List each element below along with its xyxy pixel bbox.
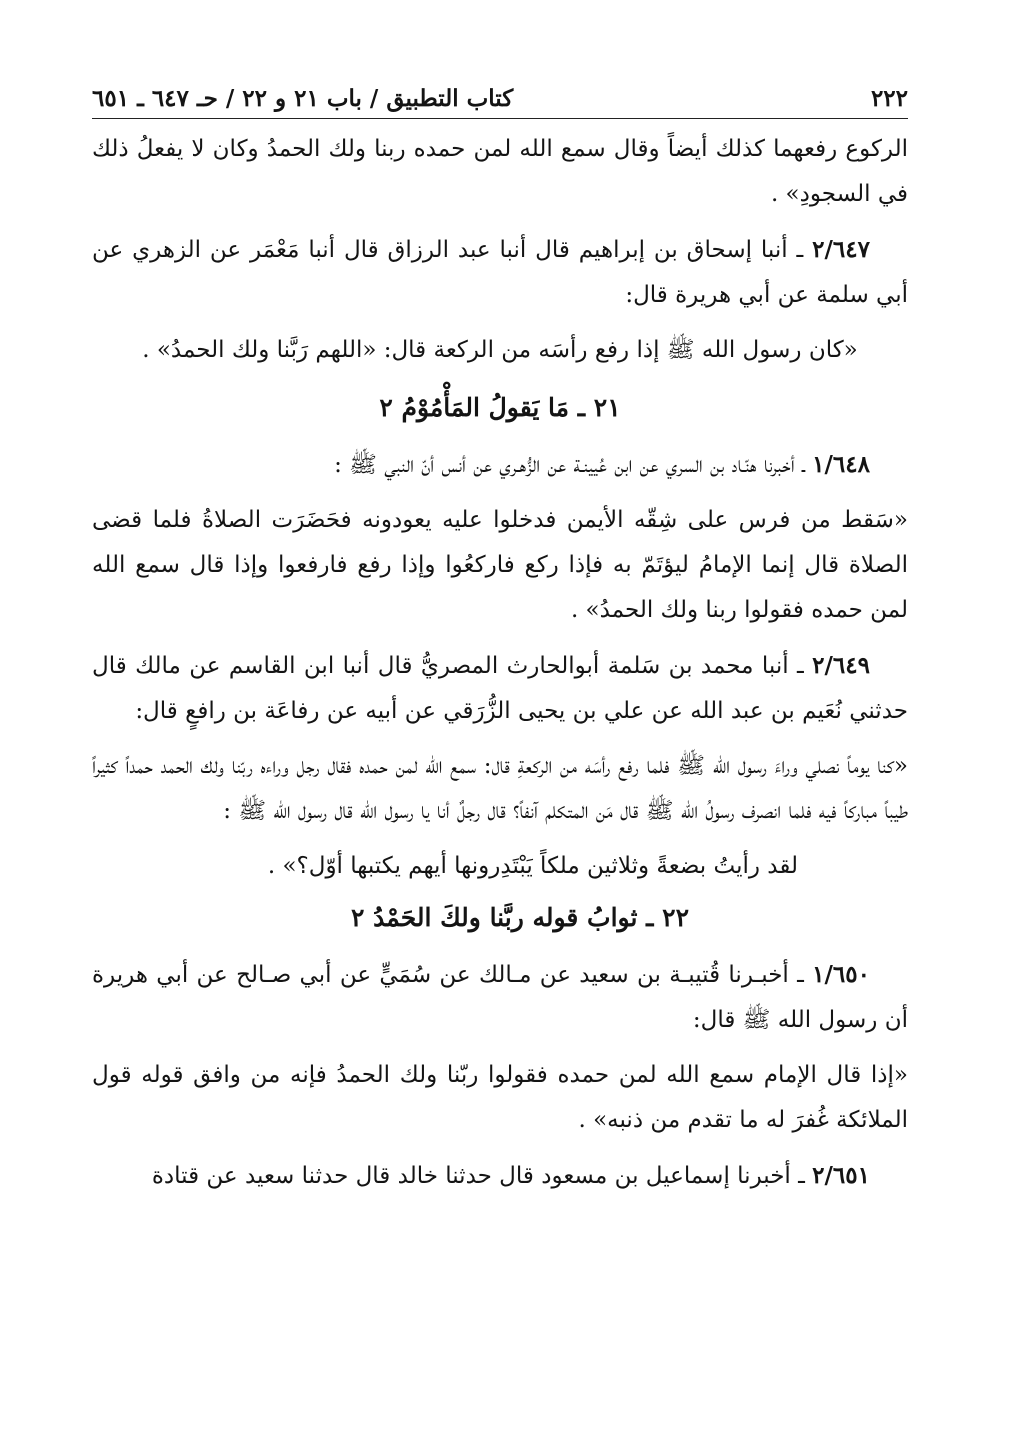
hadith-649-isnad-text: ـ أنبا محمد بن سَلمة أبوالحارث المصريُّ قال أنبا ابن القاسم عن مالك قال حدثني نُعَيم بن عبد الله عن علي بن يحيى الزُّرَقي عن أبيه عن رفاعَة بن رافعٍ قال: xyxy=(92,653,908,724)
hadith-651-isnad-text: ـ أخبرنا إسماعيل بن مسعود قال حدثنا خالد قال حدثنا سعيد عن قتادة xyxy=(151,1163,813,1189)
continuation-paragraph: الركوع رفعهما كذلك أيضاً وقال سمع الله لمن حمده ربنا ولك الحمدُ وكان لا يفعلُ ذلك في السجودِ» . xyxy=(92,136,908,207)
hadith-649-number: ٢/٦٤٩ xyxy=(812,652,870,679)
chapter-22-heading: ٢٢ ـ ثوابُ قوله ربَّنا ولكَ الحَمْدُ ٢ xyxy=(350,903,689,932)
hadith-648-isnad-text: ـ أخبرنا هنّـاد بن السري عن ابن عُيينـة عن الزُّهـري عن أنس أنّ النبي ﷺ : xyxy=(334,452,813,478)
hadith-647-isnad-text: ـ أنبا إسحاق بن إبراهيم قال أنبا عبد الرزاق قال أنبا مَعْمَر عن الزهري عن أبي سلمة عن أبي هريرة قال: xyxy=(92,237,908,308)
hadith-650-matn: «إذا قال الإمام سمع الله لمن حمده فقولوا ربّنا ولك الحمدُ فإنه من وافق قوله قول الملائكة غُفرَ له ما تقدم من ذنبه» . xyxy=(92,1062,908,1133)
hadith-649-isnad xyxy=(92,643,908,734)
hadith-650-number: ١/٦٥٠ xyxy=(812,961,870,988)
hadith-648-isnad xyxy=(92,442,908,488)
running-header xyxy=(92,80,908,119)
hadith-647-matn: «كان رسول الله ﷺ إذا رفع رأسَه من الركعة قال: «اللهم رَبَّنا ولك الحمدُ» . xyxy=(142,337,858,363)
hadith-649-matn-end: لقد رأيتُ بضعةً وثلاثين ملكاً يَبْتَدِرونها أيهم يكتبها أوّل؟» . xyxy=(267,853,798,879)
hadith-651-number: ٢/٦٥١ xyxy=(812,1162,870,1189)
hadith-650-isnad xyxy=(92,952,908,1043)
hadith-648-number: ١/٦٤٨ xyxy=(812,451,870,478)
hadith-647-isnad xyxy=(92,227,908,318)
hadith-651-isnad xyxy=(92,1153,908,1199)
hadith-649-matn: «كنا يوماً نصلي وراءَ رسول الله ﷺ فلما رفع رأسَه من الركعةِ قال: سمع الله لمن حمده فقال رجل وراءه ربّنا ولك الحمد حمداً كثيراً طيباً مباركاً فيه فلما انصرف رسولُ الله ﷺ قال مَن المتكلم آنفاً؟ قال رجلٌ أنا يا رسول الله قال رسول الله ﷺ : xyxy=(92,753,908,824)
chapter-21-heading: ٢١ ـ مَا يَقولُ المَأْمُوْمُ ٢ xyxy=(379,393,621,422)
hadith-647-number: ٢/٦٤٧ xyxy=(812,236,870,263)
hadith-650-isnad-text: ـ أخبـرنا قُتيبـة بن سعيد عن مـالك عن سُمَيٍّ عن أبي صـالح عن أبي هريرة أن رسول الله ﷺ قال: xyxy=(92,962,908,1033)
page-number: ٢٢٢ xyxy=(870,85,908,112)
running-title: كتاب التطبيق / باب ٢١ و ٢٢ / حـ ٦٤٧ ـ ٦٥١ xyxy=(92,85,514,112)
hadith-648-matn: «سَقط من فرس على شِقّه الأيمن فدخلوا عليه يعودونه فحَضَرَت الصلاةُ فلما قضى الصلاة قال إنما الإمامُ ليؤتَمّ به فإذا ركع فاركعُوا وإذا رفع فارفعوا وإذا قال سمع الله لمن حمده فقولوا ربنا ولك الحمدُ» . xyxy=(92,507,908,623)
